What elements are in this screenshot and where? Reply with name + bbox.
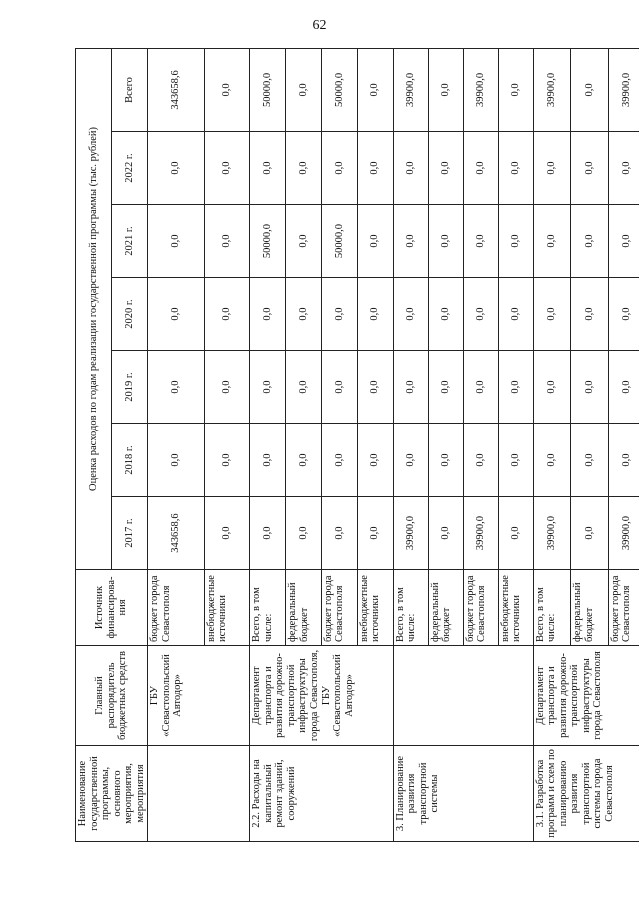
executor-cell: Департамент транспорта и развития дорожно-транспортной инфраструктуры города Севастополя xyxy=(533,646,639,746)
total-cell: 50000,0 xyxy=(250,48,286,131)
value-cell: 343658,6 xyxy=(148,497,204,570)
total-cell: 0,0 xyxy=(428,48,463,131)
value-cell: 0,0 xyxy=(321,278,357,351)
total-cell: 0,0 xyxy=(571,48,608,131)
value-cell: 0,0 xyxy=(286,351,322,424)
year-header: 2022 г. xyxy=(112,132,148,205)
value-cell: 0,0 xyxy=(148,424,204,497)
total-cell: 0,0 xyxy=(286,48,322,131)
value-cell: 39900,0 xyxy=(533,497,570,570)
value-cell: 0,0 xyxy=(250,132,286,205)
year-header: 2021 г. xyxy=(112,205,148,278)
value-cell: 0,0 xyxy=(608,278,639,351)
source-cell: федеральный бюджет xyxy=(571,570,608,646)
value-cell: 50000,0 xyxy=(250,205,286,278)
value-cell: 0,0 xyxy=(286,497,322,570)
value-cell: 0,0 xyxy=(571,497,608,570)
source-cell: бюджет города Севастополя xyxy=(463,570,498,646)
total-cell: 0,0 xyxy=(357,48,393,131)
value-cell: 0,0 xyxy=(393,132,428,205)
total-cell: 39900,0 xyxy=(533,48,570,131)
table-row xyxy=(250,48,286,841)
value-cell: 0,0 xyxy=(608,424,639,497)
value-cell: 0,0 xyxy=(463,351,498,424)
total-cell: 39900,0 xyxy=(393,48,428,131)
source-cell: федеральный бюджет xyxy=(428,570,463,646)
total-cell: 0,0 xyxy=(204,48,250,131)
value-cell: 0,0 xyxy=(498,205,533,278)
value-cell: 0,0 xyxy=(428,497,463,570)
value-cell: 39900,0 xyxy=(463,497,498,570)
budget-table xyxy=(75,48,639,842)
value-cell: 0,0 xyxy=(250,351,286,424)
value-cell: 0,0 xyxy=(428,132,463,205)
value-cell: 0,0 xyxy=(204,351,250,424)
value-cell: 0,0 xyxy=(463,278,498,351)
value-cell: 0,0 xyxy=(148,205,204,278)
executor-cell: ГБУ «Севастопольский Автодор» xyxy=(148,646,250,746)
value-cell: 0,0 xyxy=(608,132,639,205)
value-cell: 0,0 xyxy=(357,424,393,497)
value-cell: 0,0 xyxy=(608,351,639,424)
value-cell: 0,0 xyxy=(533,132,570,205)
value-cell: 50000,0 xyxy=(321,205,357,278)
total-cell: 50000,0 xyxy=(321,48,357,131)
value-cell: 0,0 xyxy=(250,497,286,570)
value-cell: 0,0 xyxy=(428,278,463,351)
estimate-header: Оценка расходов по годам реализации государственной программы (тыс. рублей) xyxy=(76,48,112,569)
value-cell: 0,0 xyxy=(463,132,498,205)
value-cell: 0,0 xyxy=(357,497,393,570)
value-cell: 0,0 xyxy=(428,424,463,497)
value-cell: 0,0 xyxy=(357,278,393,351)
value-cell: 0,0 xyxy=(608,205,639,278)
value-cell: 39900,0 xyxy=(608,497,639,570)
col-executor-header: Главный распорядитель бюджетных средств xyxy=(76,646,148,746)
table-row xyxy=(393,48,428,841)
total-cell: 343658,6 xyxy=(148,48,204,131)
year-header: 2019 г. xyxy=(112,351,148,424)
value-cell: 0,0 xyxy=(148,351,204,424)
value-cell: 0,0 xyxy=(498,497,533,570)
value-cell: 0,0 xyxy=(571,205,608,278)
value-cell: 0,0 xyxy=(571,424,608,497)
value-cell: 0,0 xyxy=(286,205,322,278)
value-cell: 0,0 xyxy=(250,278,286,351)
total-cell: 39900,0 xyxy=(608,48,639,131)
total-header: Всего xyxy=(112,48,148,131)
source-cell: внебюджетные источники xyxy=(204,570,250,646)
program-name-cell: 3. Планирование развития транспортной системы xyxy=(393,746,533,842)
executor-cell xyxy=(393,646,533,746)
value-cell: 0,0 xyxy=(393,278,428,351)
table-row xyxy=(148,48,204,841)
value-cell: 0,0 xyxy=(321,132,357,205)
value-cell: 39900,0 xyxy=(393,497,428,570)
total-cell: 39900,0 xyxy=(463,48,498,131)
value-cell: 0,0 xyxy=(321,424,357,497)
source-cell: Всего, в том числе: xyxy=(250,570,286,646)
value-cell: 0,0 xyxy=(498,424,533,497)
value-cell: 0,0 xyxy=(204,132,250,205)
value-cell: 0,0 xyxy=(463,205,498,278)
source-cell: Всего, в том числе: xyxy=(393,570,428,646)
header-row xyxy=(76,48,112,841)
year-header: 2017 г. xyxy=(112,497,148,570)
rotated-table-wrapper xyxy=(75,49,633,842)
value-cell: 0,0 xyxy=(498,132,533,205)
table-body xyxy=(148,48,639,841)
source-cell: внебюджетные источники xyxy=(357,570,393,646)
value-cell: 0,0 xyxy=(321,351,357,424)
value-cell: 0,0 xyxy=(533,351,570,424)
value-cell: 0,0 xyxy=(571,351,608,424)
value-cell: 0,0 xyxy=(286,132,322,205)
value-cell: 0,0 xyxy=(571,132,608,205)
value-cell: 0,0 xyxy=(204,278,250,351)
page-number: 62 xyxy=(312,18,327,33)
value-cell: 0,0 xyxy=(357,351,393,424)
year-header: 2018 г. xyxy=(112,424,148,497)
value-cell: 0,0 xyxy=(533,278,570,351)
program-name-cell: 2.2. Расходы на капитальный ремонт зданий, сооружений xyxy=(250,746,393,842)
value-cell: 0,0 xyxy=(498,351,533,424)
col-source-header: Источник финансирова-ния xyxy=(76,570,148,646)
value-cell: 0,0 xyxy=(204,205,250,278)
value-cell: 0,0 xyxy=(321,497,357,570)
value-cell: 0,0 xyxy=(571,278,608,351)
value-cell: 0,0 xyxy=(463,424,498,497)
source-cell: внебюджетные источники xyxy=(498,570,533,646)
value-cell: 0,0 xyxy=(148,132,204,205)
value-cell: 0,0 xyxy=(393,424,428,497)
value-cell: 0,0 xyxy=(357,132,393,205)
source-cell: бюджет города Севастополя xyxy=(608,570,639,646)
source-cell: бюджет города Севастополя xyxy=(321,570,357,646)
value-cell: 0,0 xyxy=(286,424,322,497)
value-cell: 0,0 xyxy=(533,205,570,278)
col-name-header: Наименование государственной программы, основного мероприятия, мероприятия xyxy=(76,746,148,842)
source-cell: федеральный бюджет xyxy=(286,570,322,646)
value-cell: 0,0 xyxy=(148,278,204,351)
value-cell: 0,0 xyxy=(204,424,250,497)
value-cell: 0,0 xyxy=(498,278,533,351)
value-cell: 0,0 xyxy=(204,497,250,570)
value-cell: 0,0 xyxy=(428,351,463,424)
value-cell: 0,0 xyxy=(393,205,428,278)
total-cell: 0,0 xyxy=(498,48,533,131)
executor-cell: Департамент транспорта и развития дорожно-транспортной инфраструктуры города Севастополя, ГБУ «Севастопольский Автодор» xyxy=(250,646,393,746)
program-name-cell: 3.1. Разработка программ и схем по планированию развития транспортной системы города Севастополя xyxy=(533,746,639,842)
value-cell: 0,0 xyxy=(357,205,393,278)
table-row xyxy=(533,48,570,841)
program-name-cell xyxy=(148,746,250,842)
source-cell: бюджет города Севастополя xyxy=(148,570,204,646)
value-cell: 0,0 xyxy=(286,278,322,351)
value-cell: 0,0 xyxy=(533,424,570,497)
value-cell: 0,0 xyxy=(250,424,286,497)
year-header: 2020 г. xyxy=(112,278,148,351)
value-cell: 0,0 xyxy=(393,351,428,424)
source-cell: Всего, в том числе: xyxy=(533,570,570,646)
value-cell: 0,0 xyxy=(428,205,463,278)
